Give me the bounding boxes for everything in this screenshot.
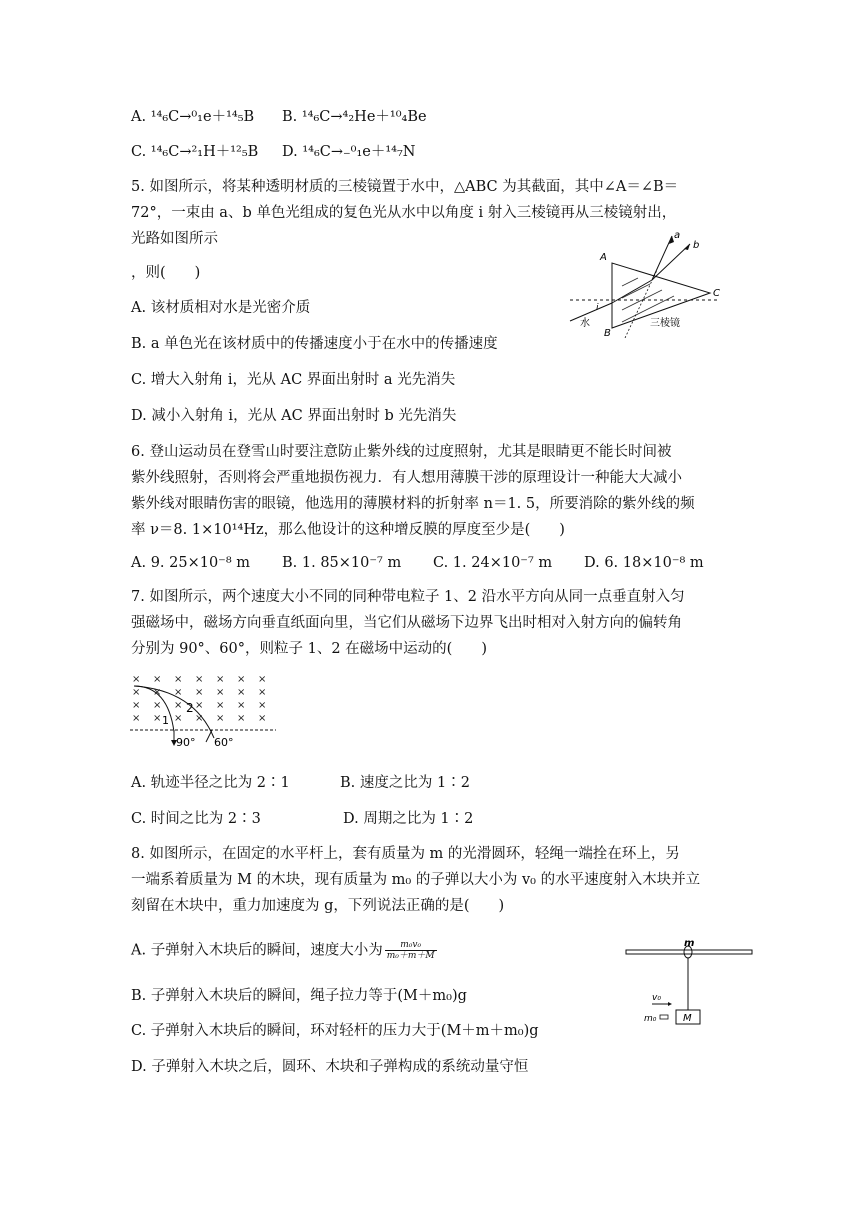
prism-label-a-vertex: A: [600, 252, 607, 263]
q8-option-a-text: A. 子弹射入木块后的瞬间，速度大小为: [131, 942, 383, 959]
field-cross-mark: ×: [216, 713, 225, 724]
q6-stem-line-1: 6. 登山运动员在登雪山时要注意防止紫外线的过度照射，尤其是眼睛更不能长时间被: [131, 444, 672, 460]
field-cross-mark: ×: [174, 700, 183, 711]
q5-stem-line-3: 光路如图所示: [131, 231, 218, 247]
prism-label-c-vertex: C: [713, 288, 720, 299]
q4-option-c: C. ¹⁴₆C→²₁H＋¹²₅B: [131, 144, 259, 160]
field-cross-mark: ×: [174, 713, 183, 724]
prism-label: 三棱镜: [650, 318, 680, 329]
field-cross-mark: ×: [258, 713, 267, 724]
field-crosses: [132, 674, 266, 724]
q6-stem-line-4: 率 ν＝8. 1×10¹⁴Hz，那么他设计的这种增反膜的厚度至少是( ): [131, 522, 565, 538]
q8-stem-line-2: 一端系着质量为 M 的木块，现有质量为 m₀ 的子弹以大小为 v₀ 的水平速度射入木块并立: [131, 872, 701, 888]
q7-option-d: D. 周期之比为 1∶2: [343, 811, 474, 827]
q6-stem-line-2: 紫外线照射，否则将会严重地损伤视力．有人想用薄膜干涉的原理设计一种能大大减小: [131, 470, 682, 486]
field-cross-mark: ×: [216, 700, 225, 711]
field-cross-mark: ×: [153, 713, 162, 724]
field-cross-mark: ×: [195, 700, 204, 711]
fraction-numerator: m₀v₀: [385, 940, 437, 951]
field-cross-mark: ×: [237, 674, 246, 685]
particle-label-1: 1: [162, 714, 169, 727]
q6-option-a: A. 9. 25×10⁻⁸ m: [131, 555, 251, 571]
field-cross-mark: ×: [237, 700, 246, 711]
field-cross-mark: ×: [195, 687, 204, 698]
bullet-mass-label: m₀: [644, 1014, 657, 1024]
field-cross-mark: ×: [258, 700, 267, 711]
q8-option-a-fraction: [385, 940, 437, 961]
prism-figure: [560, 228, 740, 338]
q5-option-a: A. 该材质相对水是光密介质: [131, 300, 311, 316]
angle-label-i: i: [596, 303, 599, 313]
field-cross-mark: ×: [153, 700, 162, 711]
field-cross-mark: ×: [174, 674, 183, 685]
q7-stem-line-1: 7. 如图所示，两个速度大小不同的同种带电粒子 1、2 沿水平方向从同一点垂直射入匀: [131, 589, 685, 605]
field-cross-mark: ×: [174, 687, 183, 698]
q5-option-b: B. a 单色光在该材质中的传播速度小于在水中的传播速度: [131, 336, 498, 352]
q6-option-c: C. 1. 24×10⁻⁷ m: [433, 555, 553, 571]
angle-label-90: 90°: [176, 736, 196, 749]
q7-stem-line-2: 强磁场中，磁场方向垂直纸面向里，当它们从磁场下边界飞出时相对入射方向的偏转角: [131, 615, 682, 631]
q7-option-c: C. 时间之比为 2∶3: [131, 811, 261, 827]
ring-mass-label: m: [684, 938, 695, 949]
q5-stem-line-4: ，则( ): [131, 265, 201, 281]
q4-option-a: A. ¹⁴₆C→⁰₁e＋¹⁴₅B: [131, 109, 255, 125]
field-cross-mark: ×: [258, 674, 267, 685]
q7-option-a: A. 轨迹半径之比为 2∶1: [131, 775, 290, 791]
field-cross-mark: ×: [216, 674, 225, 685]
q8-stem-line-3: 刻留在木块中，重力加速度为 g，下列说法正确的是( ): [131, 898, 505, 914]
q8-stem-line-1: 8. 如图所示，在固定的水平杆上，套有质量为 m 的光滑圆环，轻绳一端拴在环上，另: [131, 846, 680, 862]
field-cross-mark: ×: [216, 687, 225, 698]
q8-option-a: [131, 940, 437, 961]
field-cross-mark: ×: [237, 713, 246, 724]
q8-option-b: B. 子弹射入木块后的瞬间，绳子拉力等于(M＋m₀)g: [131, 988, 467, 1004]
velocity-label: v₀: [652, 993, 661, 1003]
q7-stem-line-3: 分别为 90°、60°，则粒子 1、2 在磁场中运动的( ): [131, 641, 487, 657]
prism-label-b-vertex: B: [604, 328, 611, 338]
angle-label-60: 60°: [214, 736, 234, 749]
field-cross-mark: ×: [132, 674, 141, 685]
q8-option-c: C. 子弹射入木块后的瞬间，环对轻杆的压力大于(M＋m＋m₀)g: [131, 1023, 539, 1039]
q7-option-b: B. 速度之比为 1∶2: [340, 775, 470, 791]
q6-option-d: D. 6. 18×10⁻⁸ m: [584, 555, 704, 571]
water-label: 水: [580, 318, 590, 329]
field-cross-mark: ×: [153, 687, 162, 698]
particle-label-2: 2: [186, 701, 194, 715]
magnetic-field-figure: [128, 672, 278, 752]
ray-label-b: b: [693, 240, 700, 251]
q8-option-d: D. 子弹射入木块之后，圆环、木块和子弹构成的系统动量守恒: [131, 1059, 529, 1075]
field-cross-mark: ×: [237, 687, 246, 698]
field-cross-mark: ×: [195, 713, 204, 724]
block-mass-label: M: [683, 1013, 692, 1024]
q5-option-c: C. 增大入射角 i，光从 AC 界面出射时 a 光先消失: [131, 372, 456, 388]
bullet-block-figure: [622, 934, 757, 1029]
field-cross-mark: ×: [132, 713, 141, 724]
q4-option-d: D. ¹⁴₆C→₋⁰₁e＋¹⁴₇N: [282, 144, 416, 160]
q6-stem-line-3: 紫外线对眼睛伤害的眼镜，他选用的薄膜材料的折射率 n＝1. 5，所要消除的紫外线的频: [131, 496, 695, 512]
field-cross-mark: ×: [258, 687, 267, 698]
ray-label-a: a: [674, 230, 681, 241]
field-cross-mark: ×: [195, 674, 204, 685]
q4-option-b: B. ¹⁴₆C→⁴₂He＋¹⁰₄Be: [282, 109, 427, 125]
q5-stem-line-2: 72°，一束由 a、b 单色光组成的复色光从水中以角度 i 射入三棱镜再从三棱镜射出，: [131, 205, 677, 221]
q5-option-d: D. 减小入射角 i，光从 AC 界面出射时 b 光先消失: [131, 408, 457, 424]
q5-stem-line-1: 5. 如图所示，将某种透明材质的三棱镜置于水中，△ABC 为其截面，其中∠A＝∠B＝: [131, 179, 679, 195]
field-cross-mark: ×: [153, 674, 162, 685]
q6-option-b: B. 1. 85×10⁻⁷ m: [282, 555, 402, 571]
fraction-denominator: m₀＋m＋M: [386, 951, 435, 961]
field-cross-mark: ×: [132, 687, 141, 698]
field-cross-mark: ×: [132, 700, 141, 711]
